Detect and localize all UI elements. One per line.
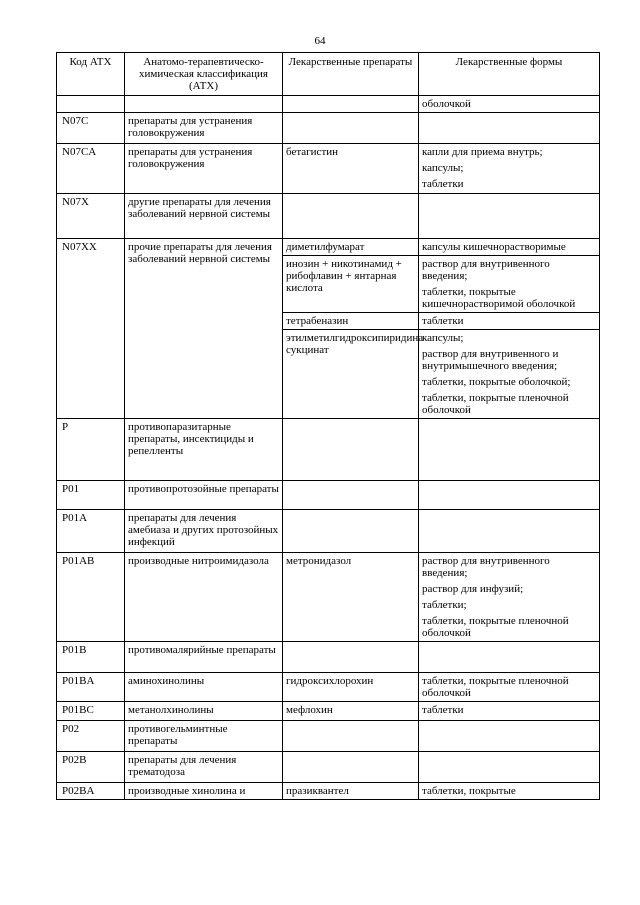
atc-name-cell: аминохинолины	[125, 673, 283, 702]
drug-name	[283, 113, 418, 117]
dosage-form: таблетки, покрытые пленочной оболочкой	[422, 615, 569, 639]
drug-name: метронидазол	[286, 555, 352, 567]
drug-name	[283, 752, 418, 756]
atc-name-cell: противопаразитарные препараты, инсектициды и репелленты	[125, 419, 283, 481]
forms-cell	[419, 96, 600, 113]
table-row	[57, 783, 600, 800]
drug-cell	[283, 673, 419, 702]
page-number: 64	[314, 35, 326, 47]
dosage-form: капсулы;	[422, 162, 464, 174]
atc-code-cell: P01A	[57, 510, 125, 553]
table-row	[57, 510, 600, 553]
drug-cell	[283, 144, 419, 194]
atc-code-cell: P01B	[57, 642, 125, 673]
drug-name: этилметилгидроксипиридина сукцинат	[286, 332, 424, 356]
atc-name-cell: противогельминтные препараты	[125, 721, 283, 752]
dosage-form: таблетки, покрытые пленочной оболочкой	[422, 392, 569, 416]
atc-table	[56, 52, 600, 800]
atc-name-cell: метанолхинолины	[125, 702, 283, 721]
drug-cell	[283, 752, 419, 783]
forms-cell	[419, 510, 600, 553]
atc-code-cell: P02	[57, 721, 125, 752]
atc-name-cell: противопротозойные препараты	[125, 481, 283, 510]
drug-cell	[283, 783, 419, 800]
atc-name-cell: препараты для лечения трематодоза	[125, 752, 283, 783]
drug-cell	[283, 510, 419, 553]
forms-group	[419, 553, 599, 641]
atc-name-cell: другие препараты для лечения заболеваний нервной системы	[125, 194, 283, 239]
dosage-form: таблетки, покрытые	[422, 785, 516, 797]
atc-name-cell: производные хинолина и	[125, 783, 283, 800]
atc-code-cell	[57, 96, 125, 113]
atc-name-cell: препараты для устранения головокружения	[125, 144, 283, 194]
drug-name: бетагистин	[286, 146, 339, 158]
forms-group	[419, 783, 599, 799]
table-row	[57, 113, 600, 144]
forms-group	[419, 702, 599, 718]
atc-code-cell: P01BC	[57, 702, 125, 721]
forms-cell	[419, 144, 600, 194]
dosage-form: таблетки, покрытые пленочной оболочкой	[422, 675, 569, 699]
dosage-form: капсулы;	[422, 332, 464, 344]
dosage-form: капсулы кишечнорастворимые	[422, 241, 566, 253]
header-code: Код АТХ	[57, 53, 125, 96]
forms-cell	[419, 113, 600, 144]
table-row	[57, 721, 600, 752]
forms-cell	[419, 752, 600, 783]
table-row	[57, 144, 600, 194]
drug-cell	[283, 113, 419, 144]
dosage-form: раствор для внутривенного введения;	[422, 258, 550, 282]
table-row	[57, 642, 600, 673]
forms-group	[419, 673, 599, 701]
header-forms: Лекарственные формы	[419, 53, 600, 96]
atc-name-cell: производные нитроимидазола	[125, 553, 283, 642]
drug-name: празиквантел	[286, 785, 349, 797]
drug-name	[283, 96, 418, 100]
dosage-form: таблетки;	[422, 599, 467, 611]
table-row	[57, 702, 600, 721]
table-row	[57, 553, 600, 642]
forms-group	[419, 239, 599, 256]
drug-name: мефлохин	[286, 704, 333, 716]
atc-name-cell	[125, 96, 283, 113]
drug-name	[283, 510, 418, 514]
dosage-form: таблетки	[422, 704, 464, 716]
drug-cell	[283, 702, 419, 721]
table-row	[57, 194, 600, 239]
atc-code-cell: P01AB	[57, 553, 125, 642]
atc-code-cell: P	[57, 419, 125, 481]
atc-code-cell: P01BA	[57, 673, 125, 702]
drug-name	[283, 642, 418, 646]
forms-group	[419, 144, 599, 192]
drug-name: диметилфумарат	[283, 239, 418, 256]
drug-name: гидроксихлорохин	[286, 675, 374, 687]
drug-cell	[283, 96, 419, 113]
forms-group	[419, 330, 599, 418]
forms-cell	[419, 194, 600, 239]
header-drugs: Лекарственные препараты	[283, 53, 419, 96]
drug-name	[283, 194, 418, 198]
forms-cell	[419, 721, 600, 752]
table-row	[57, 239, 600, 419]
drug-name	[283, 481, 418, 485]
forms-group	[419, 256, 599, 313]
dosage-form: капли для приема внутрь;	[422, 146, 543, 158]
table-row	[57, 481, 600, 510]
table-row	[57, 752, 600, 783]
drug-cell	[283, 721, 419, 752]
drug-cell	[283, 481, 419, 510]
forms-group	[419, 96, 599, 112]
forms-cell	[419, 239, 600, 419]
drug-cell	[283, 419, 419, 481]
dosage-form: таблетки, покрытые кишечнорастворимой оболочкой	[422, 286, 576, 310]
drug-cell	[283, 239, 424, 419]
table-row	[57, 96, 600, 113]
dosage-form: оболочкой	[422, 98, 471, 110]
atc-code-cell: P02B	[57, 752, 125, 783]
dosage-form: раствор для инфузий;	[422, 583, 524, 595]
forms-cell	[419, 783, 600, 800]
header-atc: Анатомо-терапевтическо-химическая классификация (АТХ)	[125, 53, 283, 96]
header-row	[57, 53, 600, 96]
atc-code-cell: P01	[57, 481, 125, 510]
forms-cell	[419, 481, 600, 510]
drug-name	[283, 419, 418, 423]
drug-cell	[283, 642, 419, 673]
dosage-form: раствор для внутривенного и внутримышечного введения;	[422, 348, 559, 372]
drug-name: инозин + никотинамид + рибофлавин + янтарная кислота	[283, 256, 418, 313]
drug-name	[283, 721, 418, 725]
dosage-form: раствор для внутривенного введения;	[422, 555, 550, 579]
table-row	[57, 673, 600, 702]
atc-code-cell: P02BA	[57, 783, 125, 800]
forms-cell	[419, 553, 600, 642]
forms-cell	[419, 673, 600, 702]
forms-cell	[419, 419, 600, 481]
atc-code-cell: N07XX	[57, 239, 125, 419]
forms-cell	[419, 702, 600, 721]
drug-cell	[283, 553, 419, 642]
atc-name-cell: противомалярийные препараты	[125, 642, 283, 673]
forms-group	[419, 313, 599, 330]
dosage-form: таблетки	[422, 178, 464, 190]
atc-name-cell: прочие препараты для лечения заболеваний нервной системы	[125, 239, 283, 419]
drug-name: тетрабеназин	[283, 313, 418, 330]
dosage-form: таблетки, покрытые оболочкой;	[422, 376, 571, 388]
drug-cell	[283, 194, 419, 239]
forms-cell	[419, 642, 600, 673]
dosage-form: таблетки	[422, 315, 464, 327]
atc-code-cell: N07CA	[57, 144, 125, 194]
atc-code-cell: N07C	[57, 113, 125, 144]
atc-name-cell: препараты для лечения амебиаза и других протозойных инфекций	[125, 510, 283, 553]
atc-name-cell: препараты для устранения головокружения	[125, 113, 283, 144]
table-row	[57, 419, 600, 481]
atc-code-cell: N07X	[57, 194, 125, 239]
